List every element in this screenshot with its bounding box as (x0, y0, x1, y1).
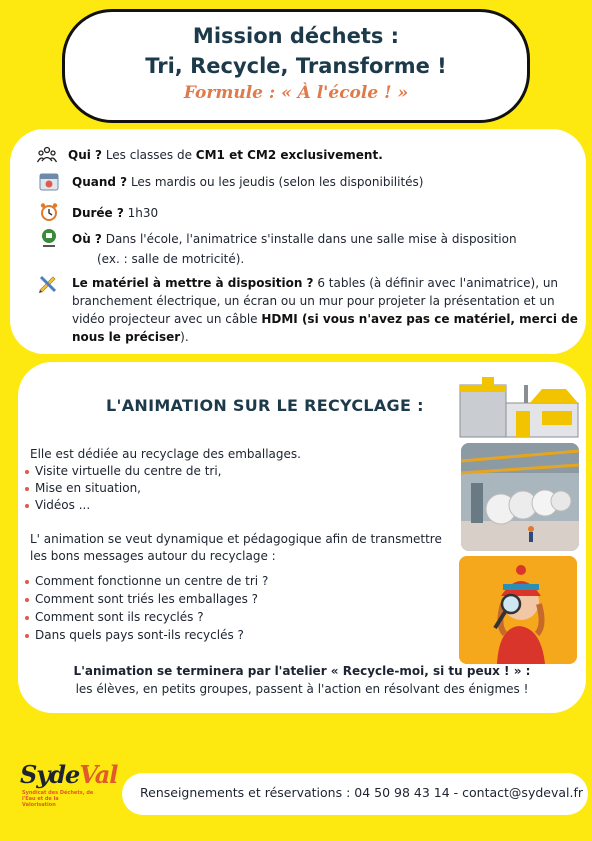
title-line-1: Mission déchets : (192, 24, 400, 48)
info-where (72, 230, 517, 248)
sydeval-logo (20, 760, 118, 822)
duration-text: 1h30 (123, 206, 159, 220)
calendar-icon (39, 171, 59, 191)
where-label: Où ? (72, 232, 102, 246)
formula-subtitle: Formule : « À l'école ! » (183, 83, 409, 103)
info-duration (72, 204, 158, 222)
when-text: Les mardis ou les jeudis (selon les disponibilités) (127, 175, 424, 189)
animation-intro: Elle est dédiée au recyclage des emballages. (30, 447, 301, 461)
info-material-line3 (72, 310, 578, 328)
recycling-center-icon (458, 375, 582, 439)
logo-wordmark (20, 760, 117, 789)
animation-paragraph-line2: les bons messages autour du recyclage : (30, 549, 276, 563)
title-box (62, 9, 530, 123)
info-material-line2: branchement électrique, un écran ou un mur pour projeter la présentation et un (72, 294, 555, 308)
info-material-line4 (72, 328, 189, 346)
list-item: Comment sont ils recyclés ? (35, 610, 204, 624)
info-material-line1 (72, 274, 558, 292)
material-text-3-bold: HDMI (si vous n'avez pas ce matériel, merci de (261, 312, 578, 326)
material-text-1: 6 tables (à définir avec l'animatrice), un (313, 276, 559, 290)
list-item: Mise en situation, (35, 481, 141, 495)
alarm-clock-icon (39, 202, 59, 222)
list-item: Dans quels pays sont-ils recyclés ? (35, 628, 244, 642)
animation-closing-text: les élèves, en petits groupes, passent à l'action en résolvant des énigmes ! (75, 682, 529, 696)
material-label: Le matériel à mettre à disposition ? (72, 276, 314, 290)
when-label: Quand ? (72, 175, 128, 189)
info-where-example: (ex. : salle de motricité). (97, 252, 245, 266)
animation-paragraph-line1: L' animation se veut dynamique et pédagogique afin de transmettre (30, 532, 442, 546)
who-label: Qui ? (68, 148, 102, 162)
list-item: Visite virtuelle du centre de tri, (35, 464, 222, 478)
logo-word-b: Val (79, 760, 118, 789)
info-box (10, 129, 586, 354)
child-magnifier-photo (459, 556, 577, 664)
pencil-ruler-icon (38, 274, 58, 294)
info-who (68, 146, 383, 164)
material-text-3: vidéo projecteur avec un câble (72, 312, 262, 326)
list-item: Comment sont triés les emballages ? (35, 592, 259, 606)
title-line-2: Tri, Recycle, Transforme ! (145, 54, 447, 78)
who-text: Les classes de (102, 148, 196, 162)
list-item: Vidéos ... (35, 498, 91, 512)
group-people-icon (37, 145, 57, 165)
animation-closing-bold: L'animation se terminera par l'atelier « Recycle-moi, si tu peux ! » : (73, 664, 531, 678)
sorting-center-photo (461, 443, 579, 551)
where-text: Dans l'école, l'animatrice s'installe dans une salle mise à disposition (101, 232, 517, 246)
info-when (72, 173, 423, 191)
list-item: Comment fonctionne un centre de tri ? (35, 574, 269, 588)
logo-subtitle: Syndicat des Déchets, de l'Eau et de la Valorisation (22, 790, 94, 808)
duration-label: Durée ? (72, 206, 124, 220)
logo-word-a: Syde (20, 760, 80, 789)
animation-title: L'ANIMATION SUR LE RECYCLAGE : (106, 396, 424, 415)
material-text-4-end: ). (180, 330, 189, 344)
who-text-bold: CM1 et CM2 exclusivement. (195, 148, 383, 162)
footer-contact-text: Renseignements et réservations : 04 50 98 43 14 - contact@sydeval.fr (140, 785, 584, 800)
footer-contact-box (122, 773, 588, 815)
material-text-4-bold: nous le préciser (72, 330, 181, 344)
location-school-icon (39, 228, 59, 248)
